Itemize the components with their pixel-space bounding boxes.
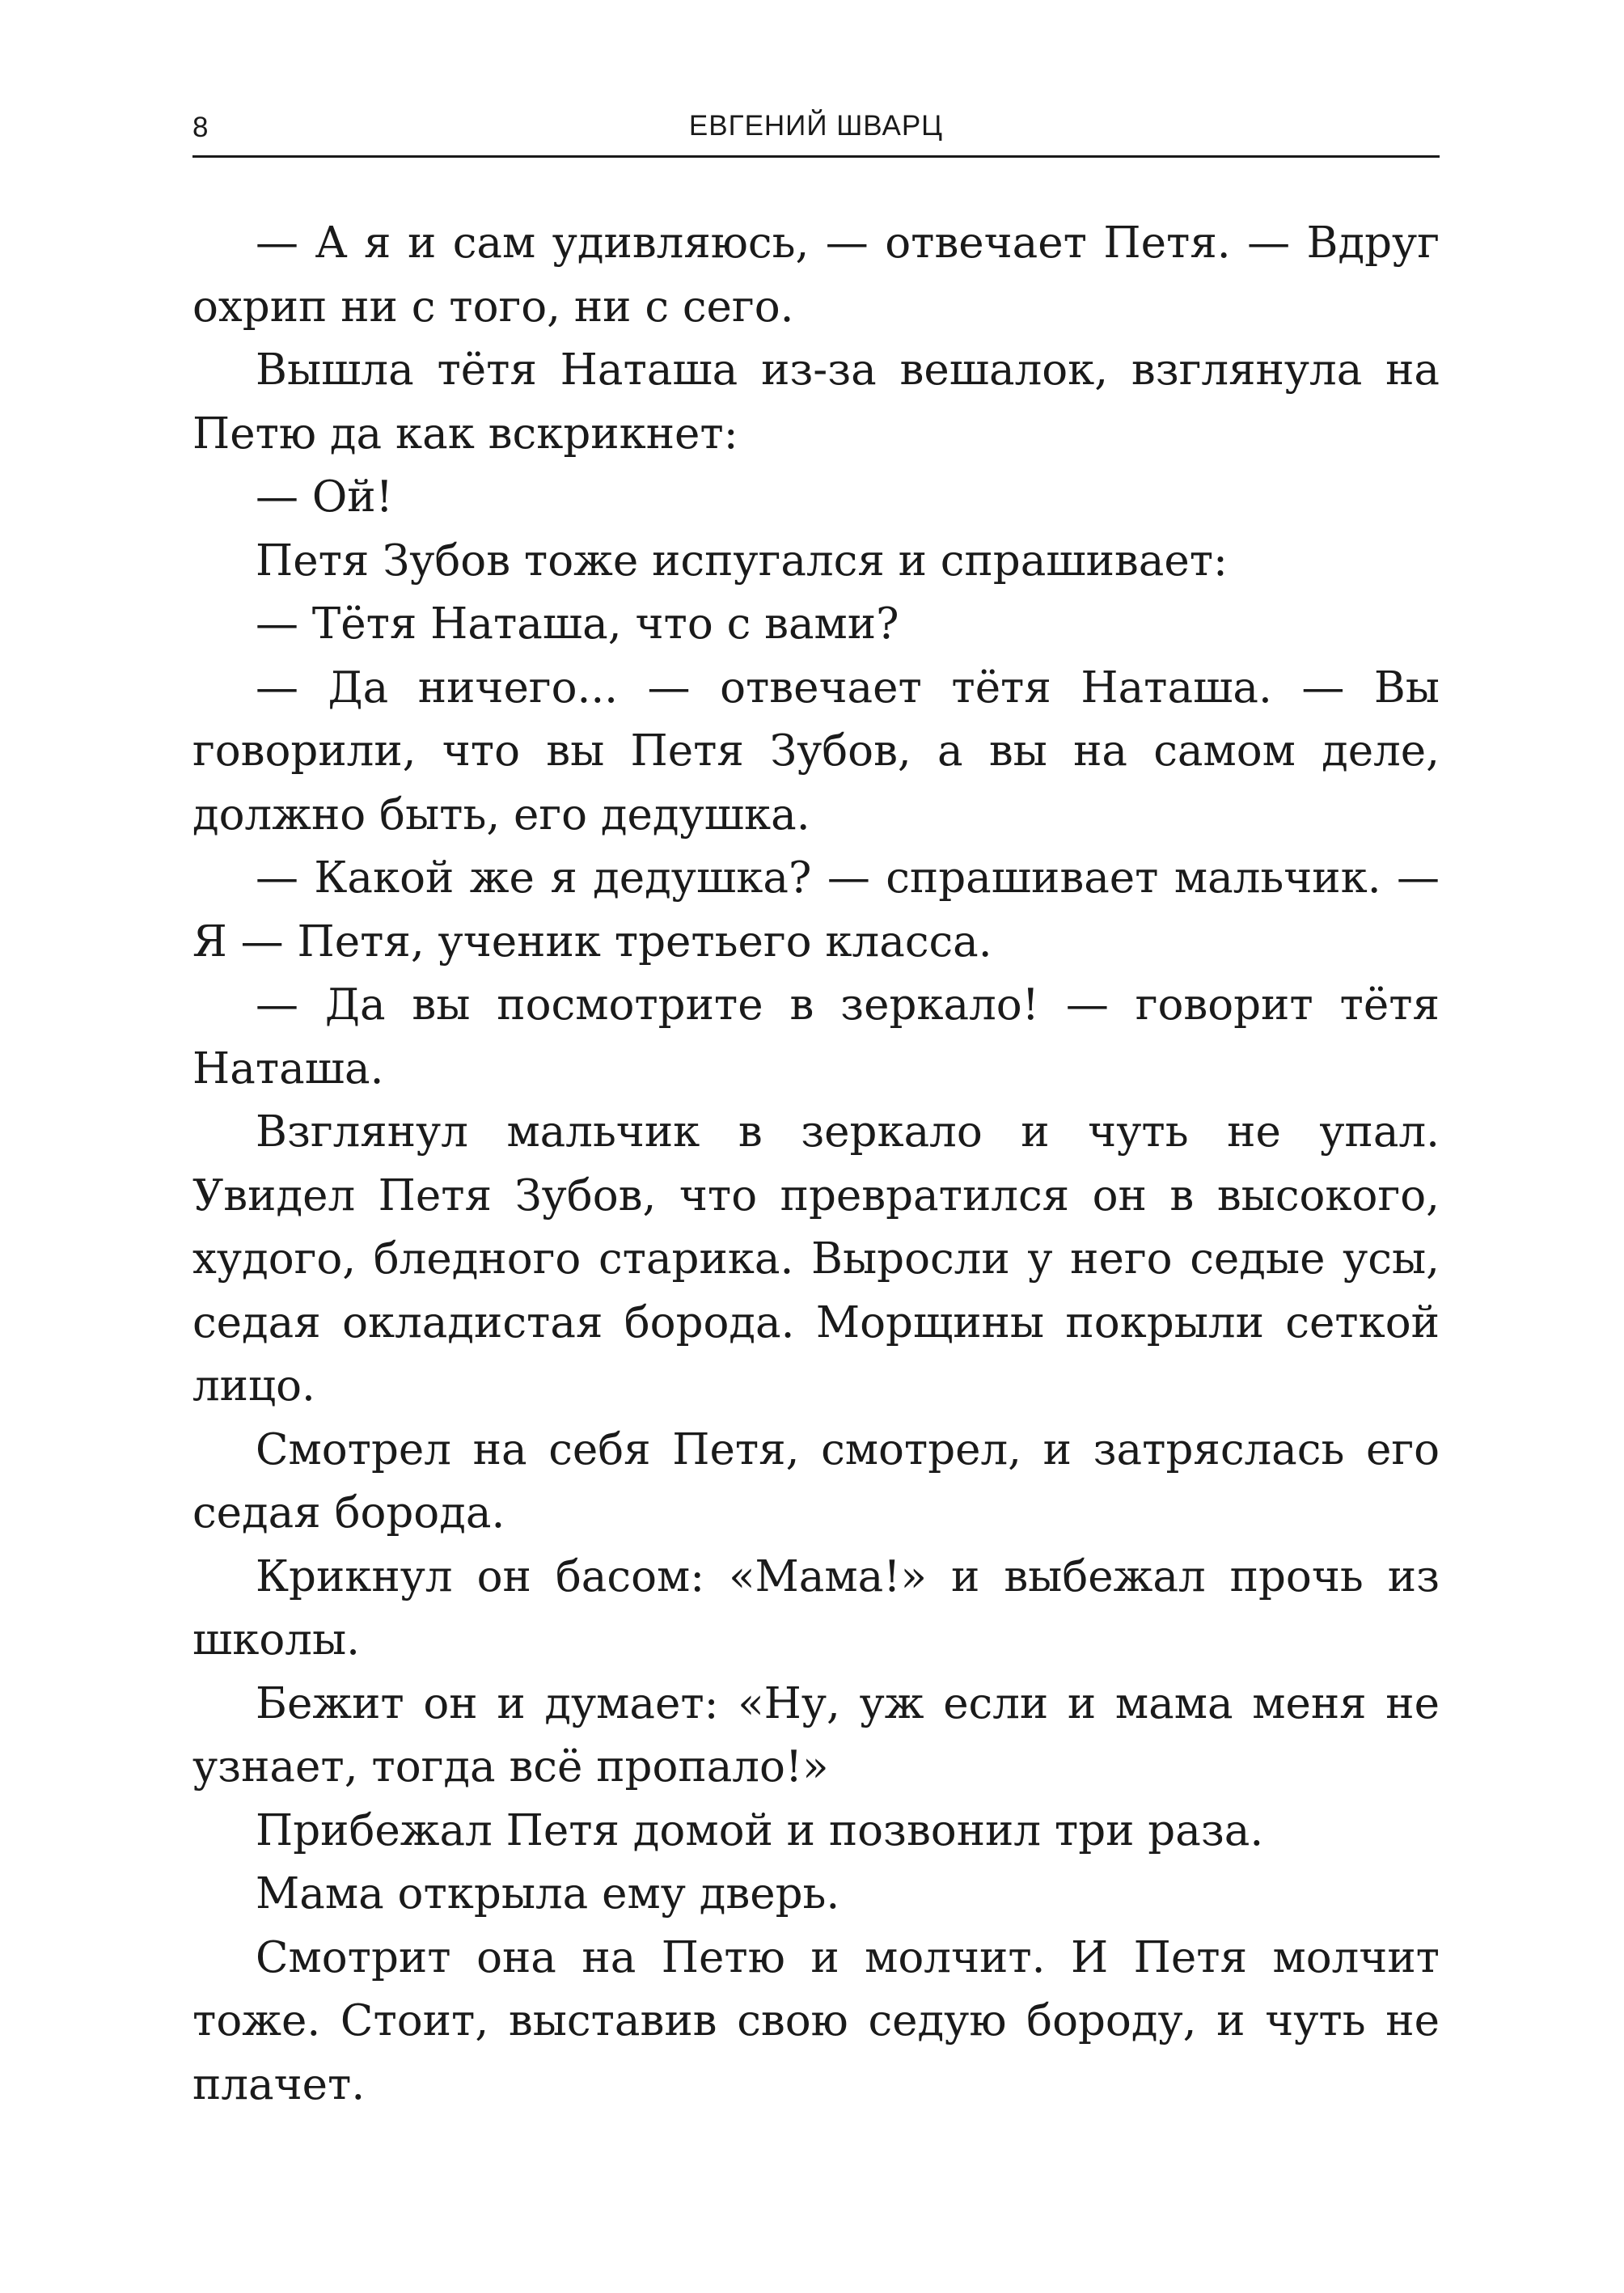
paragraph: Смотрит она на Петю и молчит. И Петя молчит тоже. Стоит, выставив свою седую бороду, и чуть не плачет.	[192, 1932, 1440, 2109]
body-text	[192, 212, 1440, 2117]
paragraph: Петя Зубов тоже испугался и спрашивает:	[256, 535, 1228, 586]
paragraph: — Да ничего... — отвечает тётя Наташа. — Вы говорили, что вы Петя Зубов, а вы на самом деле, должно быть, его дедушка.	[192, 662, 1440, 840]
paragraph: Крикнул он басом: «Мама!» и выбежал прочь из школы.	[192, 1551, 1440, 1665]
paragraph: — Какой же я дедушка? — спрашивает мальчик. — Я — Петя, ученик третьего класса.	[192, 853, 1440, 967]
running-head	[192, 110, 1440, 158]
paragraph: Прибежал Петя домой и позвонил три раза.	[256, 1805, 1264, 1855]
paragraph: Мама открыла ему дверь.	[256, 1869, 840, 1919]
paragraph: Взглянул мальчик в зеркало и чуть не упал. Увидел Петя Зубов, что превратился он в высокого, худого, бледного старика. Выросли у него седые усы, седая окладистая борода. Морщины покрыли сеткой лицо.	[192, 1107, 1440, 1411]
paragraph: Бежит он и думает: «Ну, уж если и мама меня не узнает, тогда всё пропало!»	[192, 1678, 1440, 1792]
paragraph: — Ой!	[256, 472, 393, 522]
paragraph: — Да вы посмотрите в зеркало! — говорит тётя Наташа.	[192, 980, 1440, 1094]
author-name: ЕВГЕНИЙ ШВАРЦ	[688, 110, 944, 142]
page-number: 8	[192, 112, 209, 143]
paragraph: — Тётя Наташа, что с вами?	[256, 599, 899, 649]
paragraph: Вышла тётя Наташа из-за вешалок, взглянула на Петю да как вскрикнет:	[192, 345, 1440, 459]
paragraph: Смотрел на себя Петя, смотрел, и затряслась его седая борода.	[192, 1424, 1440, 1538]
paragraph: — А я и сам удивляюсь, — отвечает Петя. — Вдруг охрип ни с того, ни с сего.	[192, 218, 1440, 332]
